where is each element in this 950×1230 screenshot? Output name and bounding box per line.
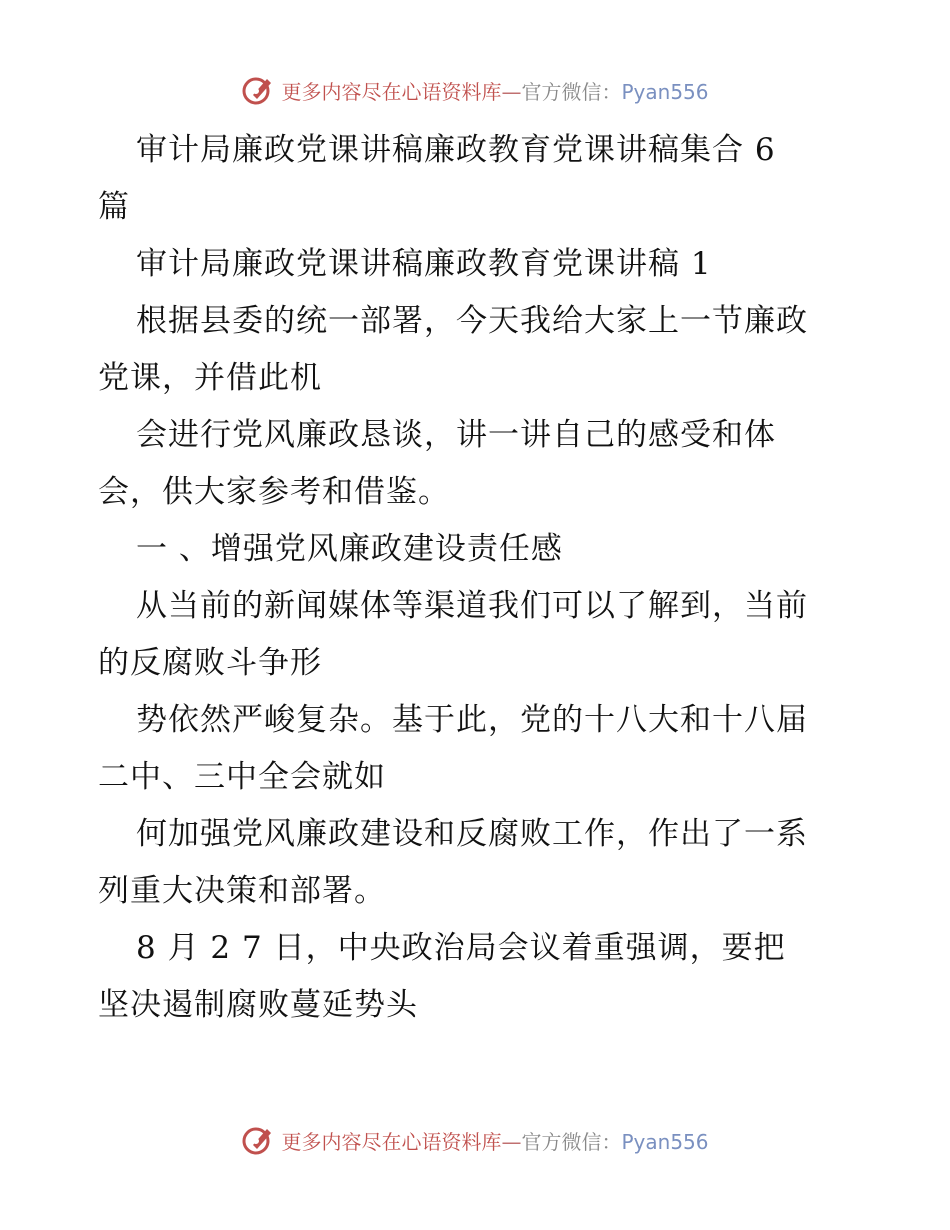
pen-nib-circle-icon bbox=[241, 1123, 275, 1157]
body-line: 列重大决策和部署。 bbox=[98, 873, 386, 909]
body-line: 从当前的新闻媒体等渠道我们可以了解到，当前 bbox=[136, 588, 808, 624]
body-line: 根据县委的统一部署，今天我给大家上一节廉政 bbox=[136, 303, 808, 339]
body-line: 势依然严峻复杂。基于此，党的十八大和十八届 bbox=[136, 702, 808, 738]
body-line: 的反腐败斗争形 bbox=[98, 645, 322, 681]
body-line: 篇 bbox=[98, 189, 130, 225]
watermark-text bbox=[281, 76, 708, 105]
watermark-brand: 更多内容尽在心语资料库 bbox=[281, 79, 502, 104]
body-line: 坚决遏制腐败蔓延势头 bbox=[98, 987, 418, 1023]
watermark-dash: — bbox=[501, 1129, 522, 1154]
body-line: 一 、增强党风廉政建设责任感 bbox=[136, 531, 563, 567]
body-line: 二中、三中全会就如 bbox=[98, 759, 386, 795]
document-body bbox=[98, 122, 858, 1034]
body-line: 会进行党风廉政恳谈，讲一讲自己的感受和体 bbox=[136, 417, 776, 453]
watermark-header bbox=[0, 70, 950, 110]
watermark-wechat-id: Pyan556 bbox=[621, 1129, 709, 1154]
body-line: 党课，并借此机 bbox=[98, 360, 322, 396]
body-line: 审计局廉政党课讲稿廉政教育党课讲稿集合 6 bbox=[136, 132, 776, 168]
watermark-text bbox=[281, 1126, 708, 1155]
body-line: 何加强党风廉政建设和反腐败工作，作出了一系 bbox=[136, 816, 808, 852]
watermark-dash: — bbox=[501, 79, 522, 104]
watermark-footer bbox=[0, 1120, 950, 1160]
watermark-wechat-id: Pyan556 bbox=[621, 79, 709, 104]
watermark-brand: 更多内容尽在心语资料库 bbox=[281, 1129, 502, 1154]
watermark-label: 官方微信： bbox=[521, 79, 622, 104]
body-line: 8 月 2 7 日，中央政治局会议着重强调，要把 bbox=[136, 930, 786, 966]
body-line: 审计局廉政党课讲稿廉政教育党课讲稿 1 bbox=[136, 246, 712, 282]
pen-nib-circle-icon bbox=[241, 73, 275, 107]
watermark-label: 官方微信： bbox=[521, 1129, 622, 1154]
body-line: 会，供大家参考和借鉴。 bbox=[98, 474, 450, 510]
